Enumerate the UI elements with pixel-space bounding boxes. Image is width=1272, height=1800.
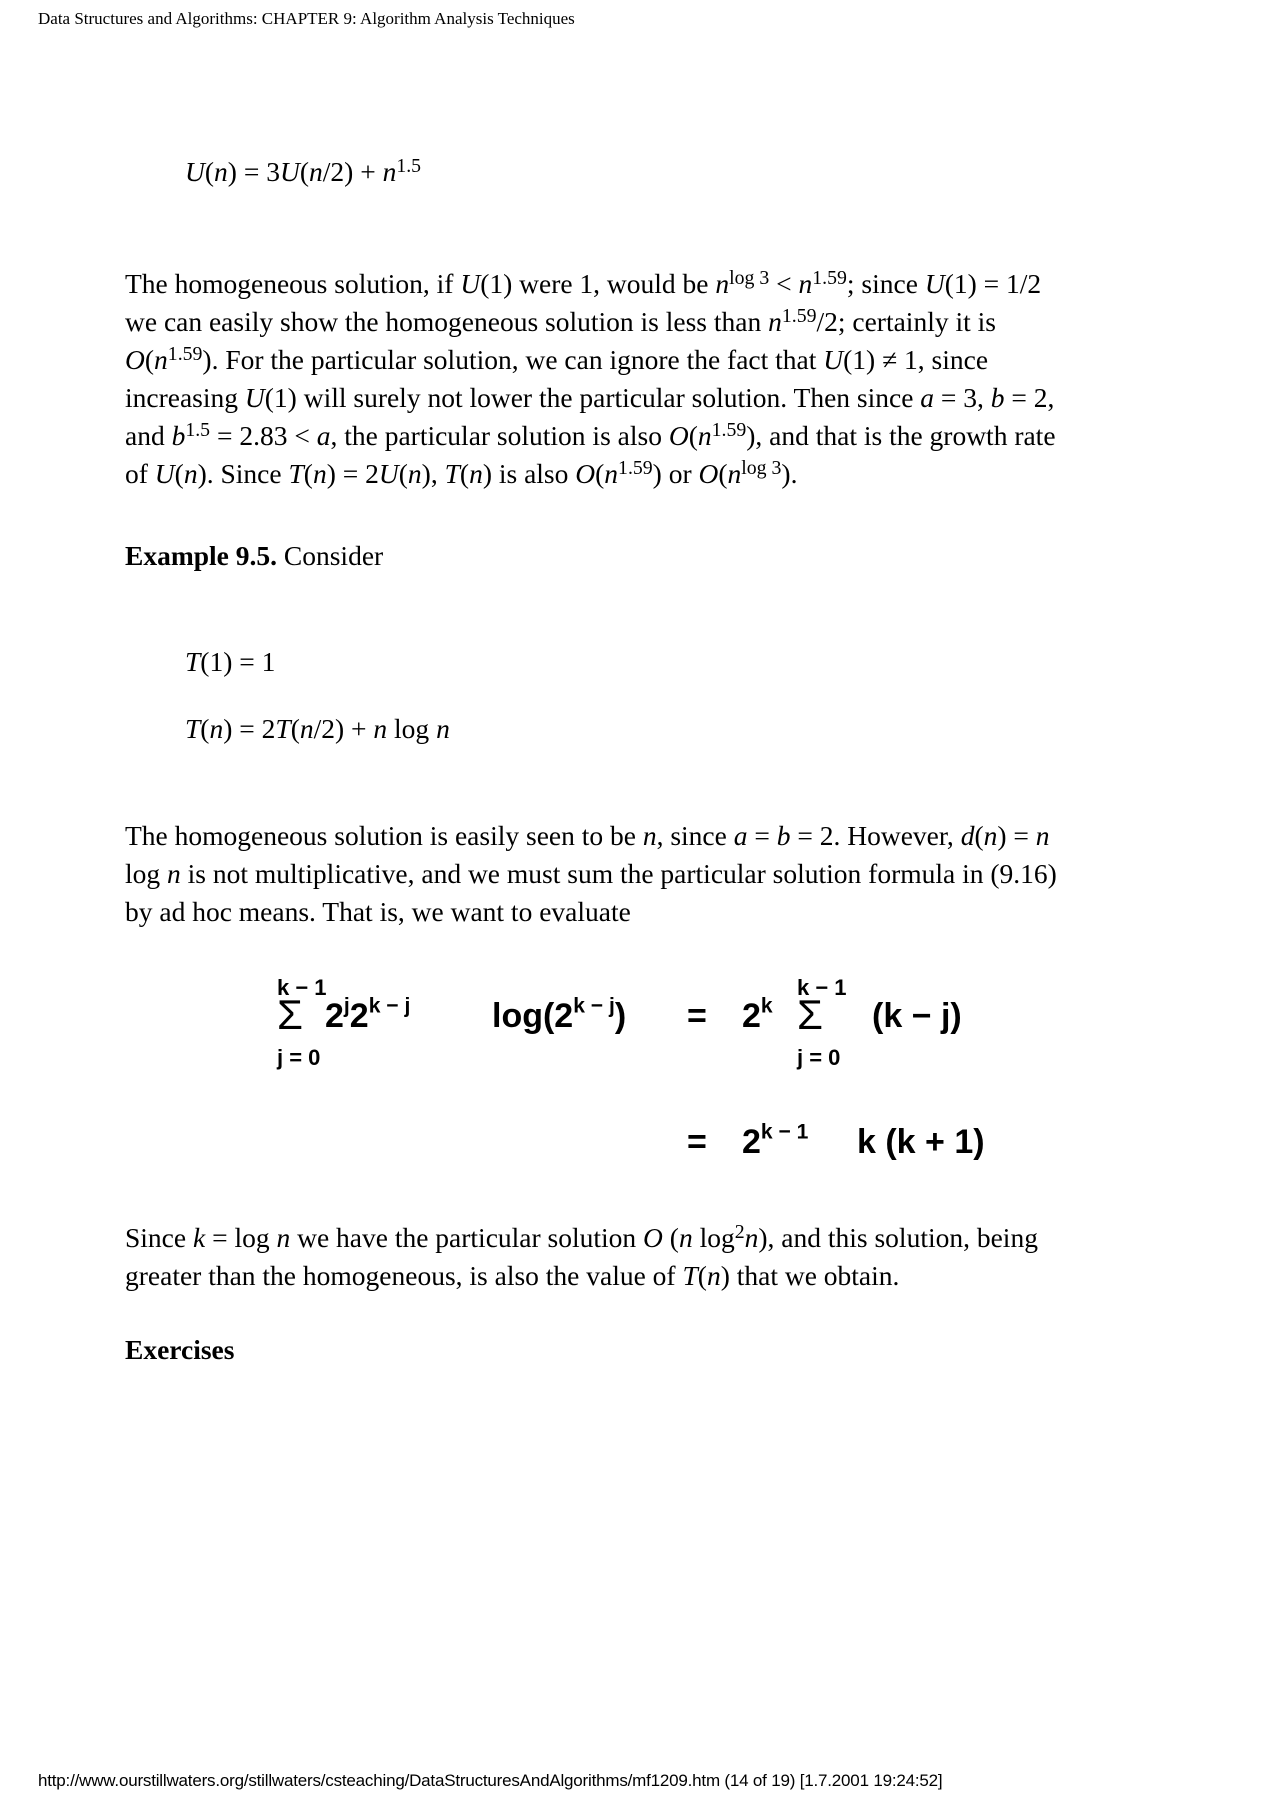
text-segment: Example 9.5.: [125, 540, 278, 571]
text-segment: n: [154, 344, 168, 375]
text-segment: b: [776, 820, 791, 851]
text-segment: we have the particular solution: [290, 1222, 644, 1253]
text-segment: is not multiplicative, and we must sum the particular solution formula in (9.16): [180, 858, 1057, 889]
text-segment: ). Since: [197, 458, 289, 489]
text-segment: n: [312, 458, 327, 489]
text-segment: Since: [125, 1222, 193, 1253]
text-segment: 2: [734, 1221, 745, 1244]
text-segment: n: [604, 458, 619, 489]
text-segment: ) = 2: [223, 713, 276, 744]
text-segment: 1.59: [167, 343, 203, 366]
text-segment: The homogeneous solution, if: [125, 268, 461, 299]
text-segment: ) =: [997, 820, 1036, 851]
text-segment: n: [798, 268, 813, 299]
paragraph-homogeneous-t: [125, 817, 1057, 931]
sum2-upper-limit: k − 1: [797, 975, 847, 1000]
text-segment: n: [309, 156, 323, 187]
text-segment: log: [692, 1222, 735, 1253]
text-segment: (: [200, 713, 210, 744]
text-segment: n: [183, 458, 198, 489]
text-segment: n: [768, 306, 782, 337]
text-segment: (1) = 1/2: [944, 268, 1042, 299]
text-segment: (1) = 1: [200, 646, 276, 677]
equals-2: =: [687, 1123, 707, 1161]
text-segment: by ad hoc means. That is, we want to evaluate: [125, 896, 631, 927]
text-segment: (: [144, 344, 155, 375]
text-segment: ). For the particular solution, we can ignore the fact that: [202, 344, 824, 375]
text-segment: (1) will surely not lower the particular solution. Then since: [264, 382, 921, 413]
text-segment: n: [983, 820, 998, 851]
text-segment: a: [316, 420, 331, 451]
text-segment: T: [682, 1260, 698, 1291]
summation-equation: [277, 975, 1037, 1175]
text-segment: log: [387, 713, 437, 744]
text-segment: (: [204, 156, 215, 187]
text-segment: /2) +: [322, 156, 383, 187]
text-segment: n: [678, 1222, 693, 1253]
text-segment: (: [595, 458, 605, 489]
text-segment: (1) ≠ 1, since: [843, 344, 989, 375]
sum1-sigma: Σ: [277, 991, 303, 1038]
text-segment: n: [209, 713, 224, 744]
text-segment: (: [398, 458, 408, 489]
sum1-upper-limit: k − 1: [277, 975, 327, 1000]
exercises-heading: [125, 1331, 234, 1369]
text-segment: k: [192, 1222, 206, 1253]
text-segment: T: [275, 713, 291, 744]
text-segment: U: [460, 268, 481, 299]
sum1-term: $2^j2^{k - j}$: [325, 994, 411, 1035]
text-segment: O: [698, 458, 719, 489]
text-segment: T: [444, 458, 460, 489]
text-segment: , the particular solution is also: [330, 420, 669, 451]
text-segment: n: [382, 156, 397, 187]
text-segment: U: [378, 458, 399, 489]
result-power: $2^{k - 1}$: [742, 1120, 809, 1161]
text-segment: 1.5: [396, 155, 422, 178]
paragraph-homogeneous-u: [125, 265, 1056, 493]
text-segment: , since: [656, 820, 734, 851]
text-segment: n: [706, 1260, 721, 1291]
text-segment: = 2.83 <: [210, 420, 317, 451]
text-segment: ),: [421, 458, 445, 489]
text-segment: U: [185, 156, 205, 187]
text-segment: 1.59: [618, 457, 653, 480]
text-segment: log: [125, 858, 168, 889]
text-segment: n: [407, 458, 422, 489]
text-segment: Consider: [277, 540, 384, 571]
text-segment: (: [974, 820, 984, 851]
sum2-sigma: Σ: [797, 991, 823, 1038]
text-segment: a: [733, 820, 748, 851]
text-segment: ; since: [846, 268, 925, 299]
text-segment: /2; certainly it is: [816, 306, 996, 337]
text-segment: T: [288, 458, 304, 489]
text-segment: 1.59: [711, 419, 747, 442]
text-segment: U: [244, 382, 265, 413]
text-segment: = log: [205, 1222, 277, 1253]
text-segment: n: [214, 156, 228, 187]
text-segment: n: [299, 713, 314, 744]
example-heading: [125, 537, 383, 575]
text-segment: ), and that is the growth rate: [746, 420, 1056, 451]
rhs-term: (k − j): [872, 997, 962, 1035]
text-segment: n: [1035, 820, 1050, 851]
text-segment: n: [469, 458, 483, 489]
text-segment: b: [171, 420, 186, 451]
equation-tn: [185, 710, 450, 748]
text-segment: O: [575, 458, 596, 489]
text-segment: we can easily show the homogeneous solution is less than: [125, 306, 769, 337]
text-segment: b: [990, 382, 1005, 413]
equation-u: [185, 153, 421, 191]
text-segment: U: [823, 344, 844, 375]
text-segment: = 2. However,: [790, 820, 961, 851]
text-segment: T: [185, 713, 201, 744]
paragraph-conclusion: [125, 1219, 1038, 1295]
text-segment: O: [668, 420, 689, 451]
page-footer-url: http://www.ourstillwaters.org/stillwaters/csteaching/DataStructuresAndAlgorithms/mf1209.htm (14 of 19) [1.7.2001 19:24:52]: [38, 1771, 943, 1790]
text-segment: ) = 3: [227, 156, 280, 187]
text-segment: (: [290, 713, 300, 744]
text-segment: (: [718, 458, 728, 489]
text-segment: U: [279, 156, 300, 187]
text-segment: 1.59: [812, 267, 847, 290]
text-segment: n: [727, 458, 742, 489]
text-segment: n: [167, 858, 181, 889]
equals-1: =: [687, 997, 707, 1035]
text-segment: increasing: [125, 382, 245, 413]
text-segment: = 2,: [1004, 382, 1055, 413]
text-segment: =: [747, 820, 777, 851]
text-segment: log 3: [729, 267, 770, 290]
text-segment: n: [744, 1222, 759, 1253]
text-segment: ) or: [652, 458, 699, 489]
text-segment: ) that we obtain.: [720, 1260, 900, 1291]
text-segment: O: [125, 344, 145, 375]
text-segment: The homogeneous solution is easily seen to be: [125, 820, 643, 851]
page-header-title: Data Structures and Algorithms: CHAPTER 9: Algorithm Analysis Techniques: [38, 9, 575, 28]
text-segment: n: [276, 1222, 291, 1253]
text-segment: 1.59: [781, 305, 817, 328]
text-segment: greater than the homogeneous, is also the value of: [125, 1260, 683, 1291]
text-segment: <: [769, 268, 799, 299]
result-tail: k (k + 1): [857, 1123, 985, 1161]
text-segment: ) = 2: [326, 458, 379, 489]
text-segment: U: [924, 268, 945, 299]
text-segment: = 3,: [934, 382, 991, 413]
text-segment: /2) +: [313, 713, 374, 744]
text-segment: (: [299, 156, 310, 187]
text-segment: (1) were 1, would be: [480, 268, 716, 299]
text-segment: log 3: [741, 457, 782, 480]
rhs-power: 2$^k$: [742, 994, 773, 1035]
text-segment: O: [643, 1222, 663, 1253]
text-segment: a: [920, 382, 935, 413]
text-segment: of: [125, 458, 155, 489]
text-segment: T: [185, 646, 201, 677]
text-segment: (: [688, 420, 698, 451]
text-segment: (: [459, 458, 470, 489]
text-segment: ), and this solution, being: [758, 1222, 1038, 1253]
text-segment: (: [697, 1260, 707, 1291]
text-segment: (: [174, 458, 184, 489]
text-segment: (: [303, 458, 313, 489]
text-segment: n: [436, 713, 450, 744]
sum2-lower-limit: j = 0: [797, 1045, 841, 1070]
text-segment: n: [715, 268, 730, 299]
text-segment: U: [154, 458, 175, 489]
equation-t1: [185, 643, 275, 681]
text-segment: ) is also: [482, 458, 576, 489]
sum1-lower-limit: j = 0: [277, 1045, 321, 1070]
text-segment: d: [960, 820, 975, 851]
log-term: $\log(2^{k - j})$: [492, 994, 627, 1035]
text-segment: Exercises: [125, 1334, 235, 1365]
text-segment: n: [697, 420, 712, 451]
text-segment: n: [373, 713, 388, 744]
text-segment: and: [125, 420, 172, 451]
text-segment: ).: [781, 458, 798, 489]
text-segment: 1.5: [185, 419, 211, 442]
text-segment: n: [642, 820, 657, 851]
text-segment: (: [662, 1222, 679, 1253]
